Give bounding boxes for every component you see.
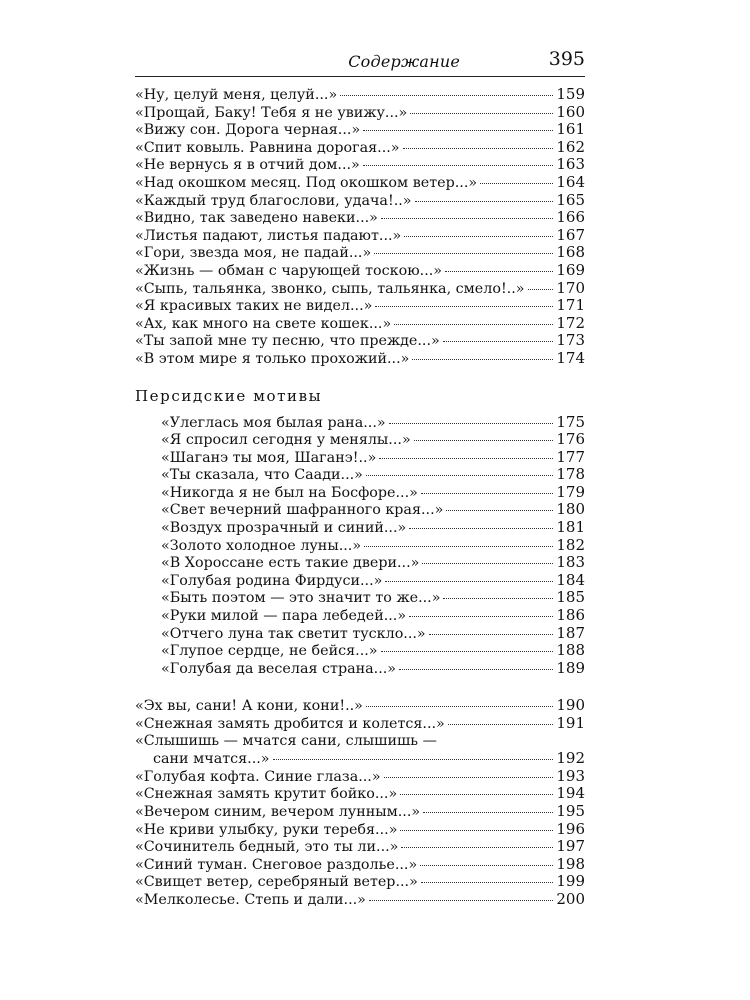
toc-entry[interactable] [135,86,585,104]
toc-entry[interactable] [135,821,585,839]
toc-entry[interactable] [135,139,585,157]
header-page-number: 395 [548,48,585,70]
toc-group-2a [135,697,585,732]
leader-dots [340,94,553,96]
toc-page-number: 199 [556,872,585,891]
toc-entry-title: «Ты сказала, что Саади...» [161,467,363,484]
toc-entry[interactable] [135,262,585,280]
toc-entry[interactable] [161,414,585,432]
leader-dots [448,723,554,725]
toc-page-number: 172 [556,313,585,332]
toc-entry-title: «Листья падают, листья падают...» [135,227,402,244]
table-of-contents [135,86,585,909]
toc-page-number: 176 [556,430,585,449]
leader-dots [445,270,553,272]
toc-entry[interactable] [161,537,585,555]
toc-page-number: 179 [556,482,585,501]
leader-dots [273,758,554,760]
toc-entry[interactable] [135,297,585,315]
toc-entry-title: «Голубая родина Фирдуси...» [161,572,383,589]
toc-entry[interactable] [161,642,585,660]
toc-page-number: 188 [556,641,585,660]
leader-dots [422,562,553,564]
toc-page-number: 171 [556,296,585,315]
toc-page-number: 165 [556,190,585,209]
toc-page-number: 164 [556,172,585,191]
toc-group-2b [135,768,585,909]
toc-entry[interactable] [161,449,585,467]
toc-entry-title: «Сочинитель бедный, это ты ли...» [135,839,399,856]
leader-dots [412,358,553,360]
leader-dots [414,439,554,441]
running-header [135,46,585,77]
header-title: Содержание [348,52,460,71]
toc-page-number: 190 [556,696,585,715]
toc-entry[interactable] [135,332,585,350]
toc-page-number: 163 [556,155,585,174]
toc-entry[interactable] [135,104,585,122]
toc-page-number: 174 [556,348,585,367]
leader-dots [385,580,553,582]
leader-dots [528,288,554,290]
toc-entry-title: «Синий туман. Снеговое раздолье...» [135,856,418,873]
toc-entry-title: «В Хороссане есть такие двери...» [161,555,420,572]
toc-entry[interactable] [135,350,585,368]
leader-dots [446,509,553,511]
toc-page-number: 177 [556,447,585,466]
multiline-line-2: сани мчатся...» [153,751,270,768]
toc-entry-title: «Спит ковыль. Равнина дорогая...» [135,139,400,156]
leader-dots [379,457,553,459]
toc-entry[interactable] [135,192,585,210]
leader-dots [381,650,554,652]
multiline-line-2-row [135,750,585,768]
toc-page-number: 197 [556,837,585,856]
toc-entry-title: «Ах, как много на свете кошек...» [135,315,392,332]
toc-entry[interactable] [161,501,585,519]
toc-page-number: 181 [556,518,585,537]
leader-dots [409,615,553,617]
toc-page-number: 200 [556,889,585,908]
toc-entry[interactable] [161,589,585,607]
toc-page-number: 161 [556,120,585,139]
leader-dots [375,305,553,307]
toc-page-number: 194 [556,784,585,803]
section-title: Персидские мотивы [135,386,323,405]
toc-entry-title: «Улеглась моя былая рана...» [161,414,386,431]
toc-entry-title: «Я красивых таких не видел...» [135,298,373,315]
toc-entry-title: «Эх вы, сани! А кони, кони!..» [135,698,363,715]
leader-dots [394,323,553,325]
toc-page-number: 191 [556,714,585,732]
leader-dots [415,200,554,202]
toc-entry[interactable] [161,431,585,449]
toc-page-number: 183 [556,553,585,572]
toc-page-number: 167 [556,225,585,244]
toc-entry-title: «Отчего луна так светит тускло...» [161,625,426,642]
toc-page-number: 160 [556,102,585,121]
toc-entry-title: «Снежная замять дробится и колется...» [135,716,445,732]
toc-entry[interactable] [161,466,585,484]
toc-page-number: 178 [556,465,585,484]
toc-entry-title: «Над окошком месяц. Под окошком ветер...» [135,174,478,191]
toc-entry[interactable] [135,244,585,262]
leader-dots [363,129,553,131]
toc-entry-title: «Мелколесье. Степь и дали...» [135,891,366,908]
leader-dots [423,811,553,813]
leader-dots [480,182,553,184]
leader-dots [374,252,553,254]
toc-entry-title: «Не вернусь я в отчий дом...» [135,157,360,174]
toc-entry[interactable] [135,785,585,803]
toc-page-number: 186 [556,606,585,625]
leader-dots [429,633,554,635]
toc-entry[interactable] [135,174,585,192]
leader-dots [421,881,554,883]
toc-group-1 [135,86,585,368]
toc-page-number: 189 [556,658,585,677]
toc-entry-title: «Свищет ветер, серебряный ветер...» [135,874,418,891]
toc-page-number: 193 [556,766,585,785]
toc-entry-title: «Не криви улыбку, руки теребя...» [135,821,398,838]
leader-dots [410,112,553,114]
toc-entry[interactable] [135,715,585,733]
toc-entry[interactable] [135,209,585,227]
toc-entry[interactable] [135,803,585,821]
toc-entry-title: «Глупое сердце, не бейся...» [161,643,378,660]
leader-dots [369,899,553,901]
toc-entry-title: «Жизнь — обман с чарующей тоскою...» [135,262,443,279]
toc-page-number: 173 [556,331,585,350]
leader-dots [366,474,553,476]
leader-dots [421,492,553,494]
toc-page-number: 182 [556,535,585,554]
toc-page-number: 196 [556,819,585,838]
toc-entry-title: «Свет вечерний шафранного края...» [161,502,444,519]
toc-entry[interactable] [135,697,585,715]
toc-entry-title: «Голубая кофта. Синие глаза...» [135,768,381,785]
toc-entry-title: «Ты запой мне ту песню, что прежде...» [135,333,440,350]
leader-dots [364,545,553,547]
toc-entry-title: «Прощай, Баку! Тебя я не увижу...» [135,104,408,121]
leader-dots [443,597,553,599]
toc-entry[interactable] [135,856,585,874]
leader-dots [443,340,554,342]
toc-page-number: 168 [556,243,585,262]
toc-page-number: 170 [556,278,585,297]
leader-dots [404,235,553,237]
multiline-line-1: «Слышишь — мчатся сани, слышишь — [135,732,437,749]
leader-dots [401,846,553,848]
toc-entry-title: «Голубая да веселая страна...» [161,660,397,677]
toc-page-number: 180 [556,500,585,519]
leader-dots [420,864,553,866]
toc-entry-title: «Шаганэ ты моя, Шаганэ!..» [161,449,377,466]
toc-entry[interactable] [135,121,585,139]
toc-page-number: 187 [556,623,585,642]
toc-entry-title: «Вечером синим, вечером лунным...» [135,803,421,820]
toc-entry-title: «Золото холодное луны...» [161,537,362,554]
toc-entry[interactable] [135,838,585,856]
toc-entry[interactable] [135,768,585,786]
toc-page-number: 185 [556,588,585,607]
toc-entry-title: «Вижу сон. Дорога черная...» [135,122,361,139]
toc-section-persian-motifs [135,414,585,678]
toc-page-number: 169 [556,260,585,279]
toc-entry-title: «В этом мире я только прохожий...» [135,350,410,367]
toc-page-number: 198 [556,854,585,873]
toc-entry[interactable] [135,280,585,298]
toc-entry[interactable] [135,156,585,174]
toc-entry[interactable] [161,484,585,502]
leader-dots [384,776,554,778]
toc-page-number: 159 [556,85,585,103]
toc-page-number: 166 [556,208,585,227]
toc-entry[interactable] [161,625,585,643]
toc-entry[interactable] [161,519,585,537]
toc-page-number: 195 [556,801,585,820]
toc-entry-title: «Никогда я не был на Босфоре...» [161,484,418,501]
toc-entry-title: «Каждый труд благослови, удача!..» [135,192,412,209]
leader-dots [399,668,553,670]
leader-dots [381,217,553,219]
toc-entry[interactable] [161,607,585,625]
toc-multiline-entry[interactable] [135,733,585,768]
toc-entry-title: «Снежная замять крутит бойко...» [135,786,398,803]
spacer [135,677,585,697]
leader-dots [409,527,553,529]
toc-entry[interactable] [135,315,585,333]
toc-entry[interactable] [161,572,585,590]
toc-entry-title: «Гори, звезда моя, не падай...» [135,245,372,262]
toc-entry-title: «Ну, целуй меня, целуй...» [135,87,338,103]
toc-page-number: 162 [556,137,585,156]
toc-entry[interactable] [161,660,585,678]
toc-entry[interactable] [161,554,585,572]
toc-entry[interactable] [135,891,585,909]
toc-entry-title: «Руки милой — пара лебедей...» [161,608,407,625]
toc-entry[interactable] [135,873,585,891]
leader-dots [363,164,554,166]
toc-entry[interactable] [135,227,585,245]
leader-dots [366,705,553,707]
toc-entry-title: «Я спросил сегодня у менялы...» [161,432,411,449]
leader-dots [389,422,554,424]
leader-dots [400,793,553,795]
leader-dots [403,147,554,149]
toc-page [135,46,585,909]
toc-entry-title: «Воздух прозрачный и синий...» [161,520,407,537]
toc-entry-title: «Быть поэтом — это значит то же...» [161,590,441,607]
toc-page-number: 192 [556,749,585,768]
leader-dots [400,829,553,831]
toc-entry-title: «Сыпь, тальянка, звонко, сыпь, тальянка, смело!..» [135,280,525,297]
toc-page-number: 184 [556,570,585,589]
toc-entry-title: «Видно, так заведено навеки...» [135,210,378,227]
toc-page-number: 175 [556,412,585,431]
